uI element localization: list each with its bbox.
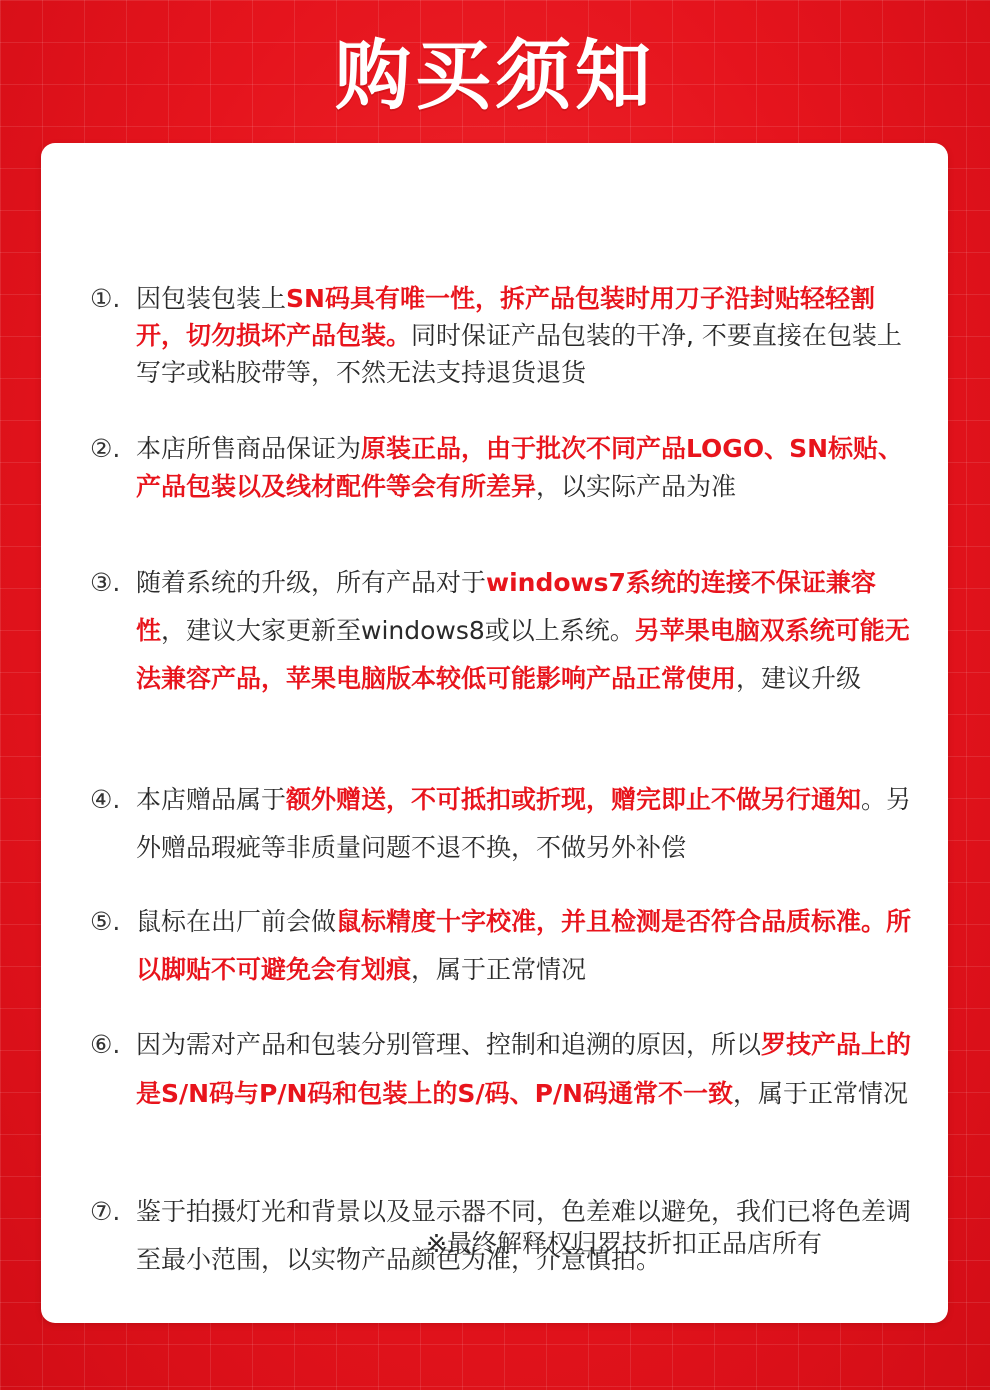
footer-note: ※最终解释权归罗技折扣正品店所有 [426, 1229, 822, 1258]
text-segment: 随着系统的升级，所有产品对于 [136, 568, 487, 597]
text-segment: 本店赠品属于 [136, 785, 287, 814]
text-segment: 本店所售商品保证为 [136, 434, 362, 463]
highlight-segment: 另苹果电脑双系统可能无法兼容产品，苹果电脑版本较低可能影响产品正常使用 [136, 616, 910, 693]
highlight-segment: 原装正品，由于批次不同产品LOGO、SN标贴、产品包装以及线材配件等会有所差异 [136, 434, 904, 501]
item-number: ⑥. [90, 1030, 121, 1059]
text-segment: 因包装包装上 [136, 284, 287, 313]
item-number: ①. [90, 284, 121, 313]
text-segment: 同时保证产品包装的干净, 不要直接在包装上写字或粘胶带等，不然无法支持退货退货 [136, 321, 902, 387]
item-number: ②. [90, 434, 121, 463]
text-segment: 。另外赠品瑕疵等非质量问题不退不换，不做另外补偿 [136, 785, 912, 862]
highlight-segment: 罗技产品上的是S/N码与P/N码和包装上的S/码、P/N码通常不一致 [136, 1030, 912, 1108]
page-title: 购买须知 [335, 31, 655, 120]
highlight-segment: SN码具有唯一性，拆产品包装时用刀子沿封贴轻轻割开，切勿损坏产品包装。 [136, 284, 875, 350]
item-number: ④. [90, 785, 121, 814]
text-segment: 鼠标在出厂前会做 [136, 907, 337, 936]
text-segment: ，建议升级 [736, 664, 862, 693]
text-segment: 鉴于拍摄灯光和背景以及显示器不同，色差难以避免，我们已将色差调至最小范围，以实物产品颜色为准，介意慎拍。 [136, 1197, 912, 1274]
notice-item-7 [90, 1092, 912, 1332]
text-segment: 因为需对产品和包装分别管理、控制和追溯的原因，所以 [136, 1030, 762, 1059]
highlight-segment: 鼠标精度十字校准，并且检测是否符合品质标准。所以脚贴不可避免会有划痕 [136, 907, 912, 984]
highlight-segment: windows7系统的连接不保证兼容性 [136, 568, 876, 645]
text-segment: ，以实际产品为准 [536, 472, 737, 501]
text-segment: ，建议大家更新至windows8或以上系统。 [161, 616, 635, 645]
highlight-segment: 额外赠送，不可抵扣或折现，赠完即止不做另行通知 [286, 785, 862, 814]
item-number: ⑦. [90, 1197, 121, 1226]
item-number: ③. [90, 568, 121, 597]
text-segment: ，属于正常情况 [411, 955, 587, 984]
item-number: ⑤. [90, 907, 121, 936]
text-segment: ，属于正常情况 [732, 1079, 908, 1108]
